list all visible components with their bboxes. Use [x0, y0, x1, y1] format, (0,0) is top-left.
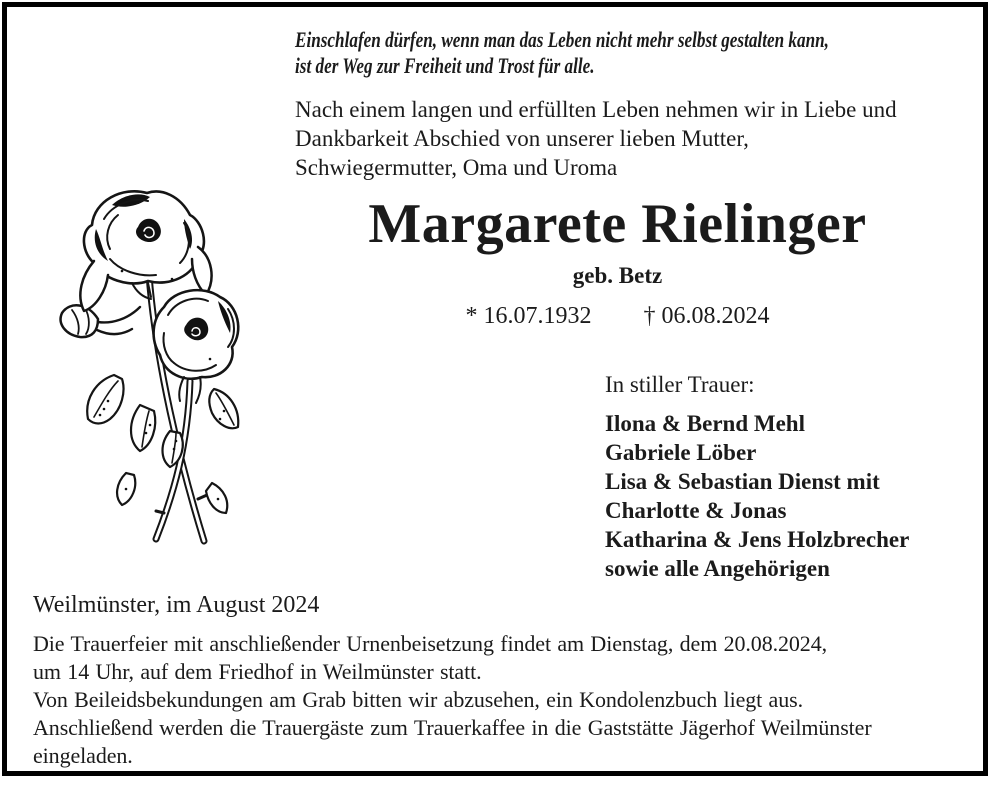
epigraph-line: Einschlafen dürfen, wenn man das Leben nicht mehr selbst gestalten kann,: [295, 27, 829, 52]
deceased-name: Margarete Rielinger: [368, 193, 867, 255]
mourner-name: Charlotte & Jonas: [605, 498, 787, 523]
epigraph-line: ist der Weg zur Freiheit und Trost für alle.: [295, 53, 595, 78]
details-line: Die Trauerfeier mit anschließender Urnenbeisetzung findet am Dienstag, dem 20.08.2024,: [33, 631, 828, 656]
intro-paragraph: [295, 95, 897, 182]
epigraph: [295, 27, 829, 79]
dateline: Weilmünster, im August 2024: [33, 592, 320, 618]
mourning-block: [605, 370, 909, 583]
details-line: Anschließend werden die Trauergäste zum Trauerkaffee in die Gaststätte Jägerhof Weilmünster: [33, 715, 872, 740]
maiden-name: geb. Betz: [572, 263, 663, 288]
life-dates: [290, 303, 945, 330]
intro-line: Nach einem langen und erfüllten Leben nehmen wir in Liebe und: [295, 97, 897, 122]
headline-block: [290, 194, 945, 330]
intro-line: Dankbarkeit Abschied von unserer lieben Mutter,: [295, 126, 749, 151]
birth-date: * 16.07.1932: [465, 303, 592, 329]
mourning-header: In stiller Trauer:: [605, 372, 755, 397]
mourner-name: Ilona & Bernd Mehl: [605, 411, 805, 436]
mourner-name: Gabriele Löber: [605, 440, 757, 465]
mourner-name: Lisa & Sebastian Dienst mit: [605, 469, 880, 494]
details-line: um 14 Uhr, auf dem Friedhof in Weilmünster statt.: [33, 659, 482, 684]
details-line: Von Beileidsbekundungen am Grab bitten wir abzusehen, ein Kondolenzbuch liegt aus.: [33, 687, 803, 712]
funeral-details: [33, 630, 872, 770]
details-line: eingeladen.: [33, 743, 133, 768]
mourner-name: Katharina & Jens Holzbrecher: [605, 527, 910, 552]
death-date: † 06.08.2024: [643, 303, 770, 329]
mourner-name: sowie alle Angehörigen: [605, 556, 830, 581]
intro-line: Schwiegermutter, Oma und Uroma: [295, 155, 618, 180]
rose-bouquet-illustration: [52, 183, 262, 565]
